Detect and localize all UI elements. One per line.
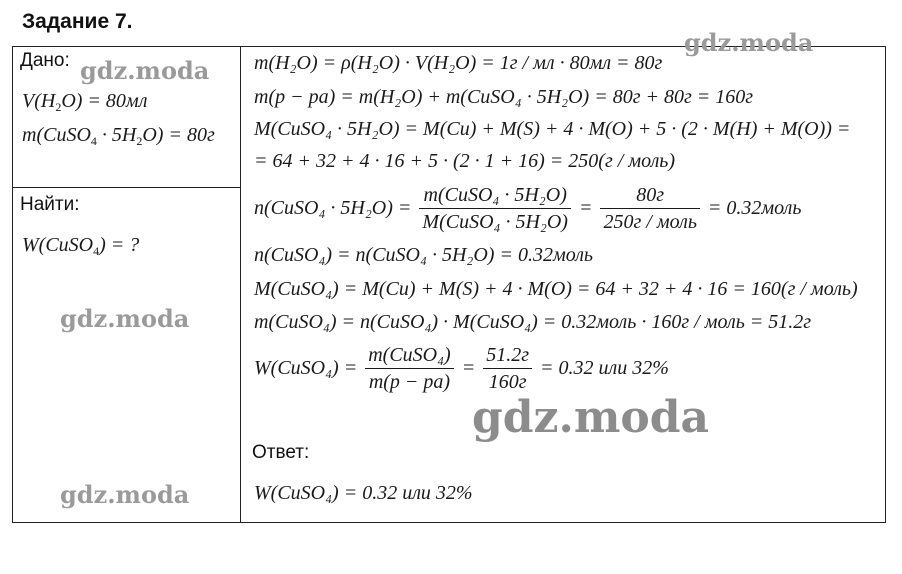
fraction-denominator: M(CuSO₄ · 5H₂O) (422, 211, 568, 233)
solution-line-9 (254, 342, 669, 395)
watermark-logo: gdz.moda (472, 392, 710, 443)
fraction-denominator: 250г / моль (603, 211, 697, 233)
fraction-numerator: 80г (600, 182, 699, 209)
fraction-numerator: m(CuSO₄ · 5H₂O) (419, 182, 571, 209)
equals-sign: = (461, 357, 476, 379)
formula-rhs: = 0.32моль (707, 197, 802, 219)
solution-line-5 (254, 182, 802, 235)
find-mass-fraction: W(CuSO$_4$) = ? (22, 234, 140, 258)
solution-line-8: m(CuSO₄) = n(CuSO₄) · M(CuSO₄) = 0.32моль · 160г / моль = 51.2г (254, 311, 812, 333)
fraction-denominator: m(p − pa) (368, 371, 451, 393)
given-mass-crystalhydrate: m(CuSO$_4$ · $5H_2O) = 80г$ (22, 124, 215, 148)
row-divider (12, 187, 241, 188)
solution-line-7: M(CuSO₄) = M(Cu) + M(S) + 4 · M(O) = 64 + 32 + 4 · 16 = 160(г / моль) (254, 278, 858, 300)
given-label: Дано: (20, 50, 70, 71)
watermark-logo: gdz.moda (60, 480, 190, 509)
equals-sign: = (578, 197, 593, 219)
fraction-numerator: 51.2г (483, 342, 532, 369)
column-divider (240, 46, 241, 523)
solution-line-1: m(H₂O) = ρ(H₂O) · V(H₂O) = 1г / мл · 80мл = 80г (254, 52, 663, 74)
fraction (419, 182, 571, 235)
fraction-denominator: 160г (488, 371, 527, 393)
solution-line-4: = 64 + 32 + 4 · 16 + 5 · (2 · 1 + 16) = 250(г / моль) (254, 150, 676, 172)
watermark-logo: gdz.moda (60, 304, 190, 333)
watermark-logo: gdz.moda (80, 56, 210, 85)
fraction (365, 342, 454, 395)
given-volume-water: $V(H_2O) = 80мл$ (22, 90, 148, 114)
watermark-logo: gdz.moda (684, 28, 814, 57)
answer-label: Ответ: (252, 442, 310, 463)
formula-lhs: n(CuSO₄ · 5H₂O) = (254, 197, 412, 219)
solution-line-6: n(CuSO₄) = n(CuSO₄ · 5H₂O) = 0.32моль (254, 244, 594, 266)
solution-line-3: M(CuSO₄ · 5H₂O) = M(Cu) + M(S) + 4 · M(O) + 5 · (2 · M(H) + M(O)) = (254, 118, 851, 140)
formula-rhs: = 0.32 или 32% (540, 357, 669, 379)
task-title: Задание 7. (22, 10, 133, 33)
formula-lhs: W(CuSO₄) = (254, 357, 358, 379)
fraction (483, 342, 532, 395)
fraction (600, 182, 699, 235)
answer-text: W(CuSO₄) = 0.32 или 32% (254, 482, 473, 504)
fraction-numerator: m(CuSO₄) (365, 342, 454, 369)
solution-line-2: m(p − pa) = m(H₂O) + m(CuSO₄ · 5H₂O) = 80г + 80г = 160г (254, 86, 754, 108)
find-label: Найти: (20, 194, 80, 215)
